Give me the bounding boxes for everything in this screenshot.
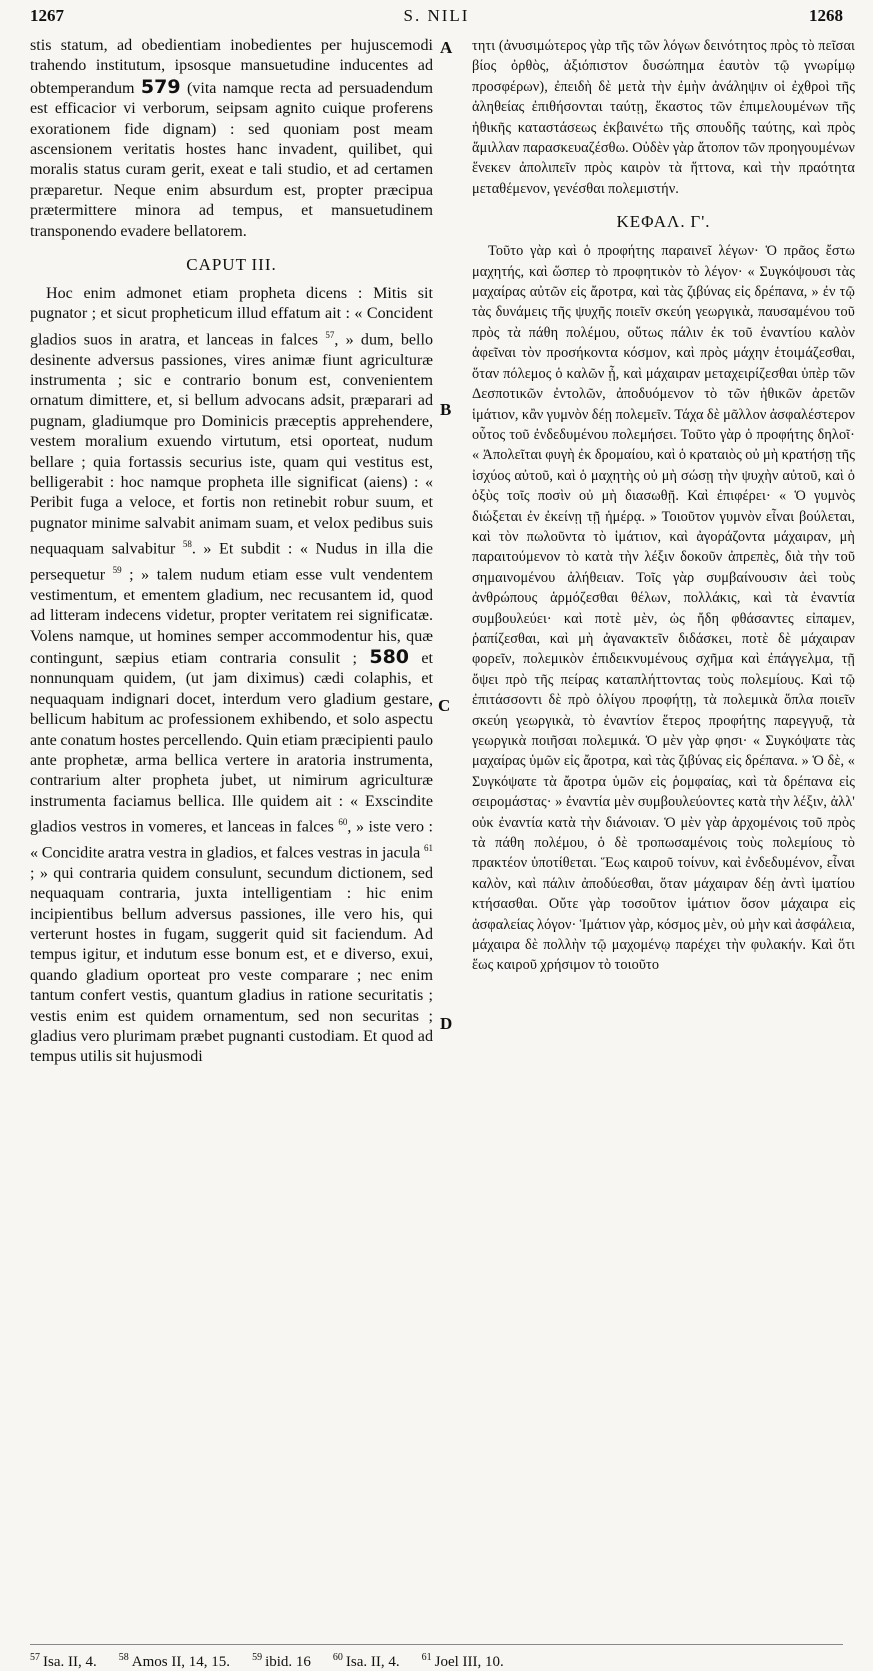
greek-paragraph-1: τητι (ἀνυσιμώτερος γὰρ τῆς τῶν λόγων δεινότητος πρὸς τὸ πεῖσαι βίος ὀρθὸς, ἀξιόπιστον δυσώπημα ἑαυτὸν τῷ γνωρίμῳ προσφέρων), ἐπειδὴ δὲ μετὰ τὴν ἐμὴν ἀνάληψιν οἱ ἐχθροὶ τῆς ἀληθείας ἐπιθήσονται ταύτῃ, ἕκαστος τῶν ἐπιμελουμένων τῆς ἠθικῆς καταστάσεως ἐκβαινέτω τῆς σπουδῆς ταύτης, καὶ πρὸς ἅμιλλαν παρασκευαζέσθω. Οὐδὲν γὰρ ἄτοπον τῶν προηγουμένων ἕνεκεν ἀπολιπεῖν πρὸς καιρὸν τὰ ἥττονα, καὶ τὴν πραότητα μεταθέμενον, γενέσθαι πολεμιστήν. [472,38,855,197]
greek-column [472,36,855,976]
margin-letter-c: C [438,696,451,715]
latin-paragraph-2 [30,284,433,1068]
footnote [422,1652,504,1671]
latin-text: ; » qui contraria quidem consulunt, secundum dictionem, sed nequaquam contraria, juxta intelligentiam : hic enim incipientibus bellum adversus passiones, ille vero his, qui verterunt hostes in fugam, suggerit quid sit faciendum. Ad tempus igitur, et indutum esse bonum est, et e diverso, exui, quando gladium oporteat pro veste comparare ; nec enim tantum confert vestis, quantum gladius in ratione securitatis ; vestis enim est quidem ornamentum, sed non securitas ; gladius vero plurimam præbet pugnanti custodiam. Et quod ad tempus utilis sit hujusmodi [30,864,433,1066]
latin-text: Hoc enim admonet etiam propheta dicens : Mitis sit pugnator ; et sicut propheticum illud effatum ait : « Concident gladios suos in aratra, et lanceas in falces [30,285,433,349]
latin-paragraph-1 [30,36,433,242]
latin-text: stis statum, ad obedientiam inobedientes per hujuscemodi trahendo institutum, ipsosque mansuetudine inducentes ad obtemperandum [30,37,433,97]
footnote-number: 57 [30,1652,40,1663]
footnote-text: Joel III, 10. [434,1654,504,1670]
running-title: S. NILI [403,6,470,25]
footnote-number: 61 [421,1652,432,1663]
footnote-ref: 57 [325,329,335,340]
column-number: 579 [140,75,181,98]
latin-text: . » Et subdit : « Nudus in illa die persequetur [30,540,433,584]
page-header [0,4,873,34]
footnote-text: Isa. II, 4. [43,1654,97,1670]
latin-text: , » iste vero : « Concidite aratra vestra in gladios, et falces vestras in jacula [30,818,433,862]
margin-letter-a: A [440,38,453,57]
footnote [30,1652,97,1671]
latin-text: (vita namque recta ad persuadendum est efficacior vi verborum, seipsam agnito cuique proferens exorationem fide dignam) : sed quoniam post meam ascensionem veritatis hostes hanc invadent, quilibet, qui moralis status curam gerit, exeat e tali studio, et ad certamen præparetur. Neque enim absurdum est, propter præcipua prætermittere minora ad tempus, et mansuetudinem transponendo evadere bellatorem. [30,79,434,240]
latin-column [30,36,433,1068]
column-number: 580 [369,646,410,669]
latin-text: et nonnunquam quidem, (ut jam diximus) cædi colaphis, et nequaquam indignari docet, interdum vero gladium gestare, bellicum habitum ac professionem exhibendo, et solo aspectu ante conatum hostes percellendo. Quin etiam præcipienti paulo ante prophetæ, arma bellica vertere in aratoria instrumenta, contrarium alter propheta jubet, ut nimirum agriculturæ instrumenta faciamus bellica. Ille quidem ait : « Exscindite gladios vestros in vomeres, et lanceas in falces [30,650,434,836]
footnotes [30,1652,850,1671]
footnote [333,1652,400,1671]
footnote-number: 60 [332,1652,343,1663]
footnote-number: 58 [118,1652,129,1663]
footnote [119,1652,230,1671]
footnote-text: Isa. II, 4. [345,1654,400,1670]
footnote-text: Amos II, 14, 15. [131,1654,231,1670]
margin-letter-d: D [440,1014,453,1033]
latin-chapter-heading: CAPUT III. [186,255,277,275]
footnote-ref: 59 [112,565,122,576]
footnote-ref: 58 [182,539,192,550]
latin-text: , » dum, bello desinente adversus passiones, vires animæ fiunt agriculturæ instrumenta ; sic e contrario bonum est, convenientem ornatum dimittere, et, si bellum advocans adsit, præparari ad pugnam, gladiumque pro Dominicis præceptis apprehendere, vestem moralium exuendo virtutum, etsi oporteat, nudum bellare ; quia fortassis securius iste, quam qui vestitus est, belligerabit : hoc namque propheta ille significat (aiens) : « Peribit fuga a veloce, et fortis non retinebit robur suum, et pugnator minime salvabit animam suam, et velox pedibus suis nequaquam salvabitur [30,331,433,558]
footnote [252,1652,311,1671]
margin-letter-b: B [440,400,452,419]
latin-text: ; » talem nudum etiam esse vult vendentem vestimentum, et ementem gladium, nec recusantem id, quod ad litteram indecens videtur, propter veritatem rei significatæ. Volens namque, ut homines semper accommodentur his, quæ contingunt, sæpius etiam contraria consulit ; [30,566,433,668]
footnote-number: 59 [252,1652,263,1663]
greek-chapter-heading: ΚΕΦΑΛ. Γ'. [616,212,711,232]
right-page-number: 1268 [809,6,843,25]
left-page-number: 1267 [30,6,64,25]
greek-paragraph-2: Τοῦτο γὰρ καὶ ὁ προφήτης παραινεῖ λέγων· Ὁ πρᾶος ἔστω μαχητής, καὶ ὥσπερ τὸ προφητικὸν τὸ λέγον· « Συγκόψουσι τὰς μαχαίρας αὐτῶν εἰς ἄροτρα, καὶ τὰς ζιβύνας εἰς δρέπανα, » ἐν τῷ τὰς δυνάμεις τῆς ψυχῆς ποιεῖν σκεύη γεωργικὰ, παυσαμένου τοῦ πρὸς τὰ πάθη πολέμου, οὕτως πάλιν ἐκ τοῦ ἐναντίου καλὸν ἀφεῖναι τὸν προσήκοντα κόσμον, καὶ πρὸς μάχην ἑτοιμάζεσθαι, ὅταν πόλεμος ὁ καλῶν ᾖ, καὶ μάχαιραν μεταχειρίζεσθαι ὑπὲρ τῶν Δεσποτικῶν ἐντολῶν, ἀποδυόμενον τὸ τῶν ἠθικῶν ἀρετῶν ἱμάτιον, κἂν γυμνὸν δέῃ πολεμεῖν. Τάχα δὲ μᾶλλον ἀσφαλέστερον οὗτος τοῦ ἐνδεδυμένου πολεμήσει. Τοῦτο γὰρ ὁ προφήτης δηλοῖ· « Ἀπολεῖται φυγὴ ἐκ δρομαίου, καὶ ὁ κραταιὸς οὐ μὴ κρατήσῃ τῆς ἰσχύος αὐτοῦ, καὶ ὁ μαχητὴς οὐ μὴ σώσῃ τὴν ψυχὴν αὐτοῦ, καὶ ὁ ὀξὺς τοῖς ποσὶν οὐ μὴ διασωθῇ. Καὶ ἐπιφέρει· « Ὁ γυμνὸς διώξεται ἐν ἐκείνῃ τῇ ἡμέρᾳ. » Τοιοῦτον γυμνὸν εἶναι βούλεται, καὶ τὸν πωλοῦντα τὸ ἱμάτιον, καὶ ἀγοράζοντα μάχαιραν, μὴ παραιτούμενον τὸ κατὰ τὴν λέξιν δοκοῦν ἀπρεπὲς, διὰ τὴν τοῦ σημαινομένου ἀλήθειαν. Τοῖς γὰρ συμβαίνουσιν ἀεὶ τοὺς ἀνθρώπους ἁρμόζεσθαι θέλων, πολλάκις, καὶ τὰ ἐναντία συμβουλεύει· καὶ ποτὲ μὲν, ὡς ἤδη φθάσαντες εἰπαμεν, ῥαπίζεσθαι, καὶ μὴ ἀγανακτεῖν διδάσκει, ποτὲ δὲ μάχαιραν φορεῖν, πολεμικὸν ἐπιδεικνυμένους σχῆμα καὶ ἐπάγγελμα, τῇ ὄψει πρὸ τῆς πείρας καταπλήττοντας τοὺς πολεμίους. Καὶ τῷ ἐπιτάσσοντι δὲ πρὸ ὀλίγου προφήτῃ, τὰ πολεμικὰ ὅπλα ποιεῖν σκεύη γεωργικὰ, τὸ ἐναντίον ἕτερος προφήτης παρεγγυᾷ, τὰ γεωργικὰ ποιῆσαι πολεμικά. Ὁ μὲν γὰρ φησι· « Συγκόψατε τὰς μαχαίρας ὑμῶν εἰς ἄροτρα, καὶ τὰς ζιβύνας εἰς δρέπανα. » Ὁ δὲ, « Συγκόψατε τὰ ἄροτρα ὑμῶν εἰς ῥομφαίας, καὶ τὰ δρέπανα εἰς σειρομάστας· » ἐναντία μὲν συμβουλεύοντες κατὰ τὴν λέξιν, ἀλλ' οὐκ ἐναντία κατὰ τὴν διάνοιαν. Ὁ μὲν γὰρ ἀρχομένοις τοῦ πρὸς τὰ πάθη πολέμου, ὁ δὲ τροπωσαμένοις τοὺς πολεμίους τὸ πρακτέον ὑποτίθεται. Ἕως καιροῦ τοίνυν, καὶ ἐνδεδυμένον, εἶναι καλὸν, καὶ πάλιν ἀποδύεσθαι, ὅταν μάχαιραν δέῃ ἀντὶ ἱματίου κτήσασθαι. Οὔτε γὰρ τοσοῦτον ἱμάτιον ὅσον μάχαιρα εἰς ἀσφαλείας λόγον· Ἱμάτιον γὰρ, κόσμος μὲν, οὐ μὴν καὶ ἀσφάλεια, μάχαιρα δὲ πολλὴν τῷ μαχομένῳ παρέχει τὴν φυλακήν. Καὶ ὅτι ἕως καιροῦ χρήσιμον τὸ τοιοῦτο [472,243,855,974]
footnote-ref: 60 [338,817,348,828]
footnote-separator [30,1644,843,1645]
footnote-text: ibid. 16 [265,1654,311,1670]
footnote-ref: 61 [424,843,433,854]
